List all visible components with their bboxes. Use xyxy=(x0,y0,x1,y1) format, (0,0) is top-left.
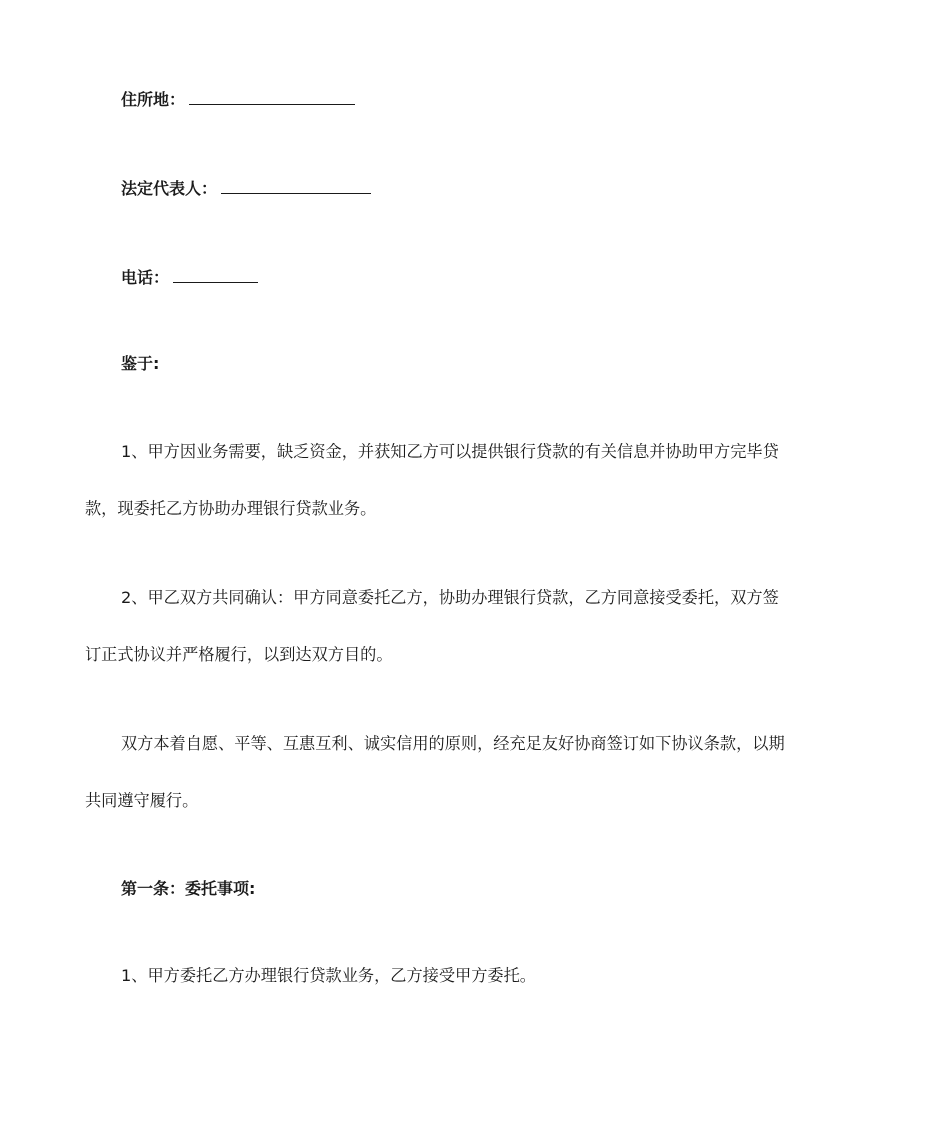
residence-label: 住所地： xyxy=(121,90,186,109)
paragraph-2-line-1: 2、甲乙双方共同确认：甲方同意委托乙方，协助办理银行贷款，乙方同意接受委托，双方签 xyxy=(121,588,779,607)
whereas-heading: 鉴于: xyxy=(121,354,160,373)
paragraph-1-line-1: 1、甲方因业务需要，缺乏资金，并获知乙方可以提供银行贷款的有关信息并协助甲方完毕贷 xyxy=(121,442,779,461)
paragraph-3-line-1: 双方本着自愿、平等、互惠互利、诚实信用的原则，经充足友好协商签订如下协议条款，以期 xyxy=(121,734,785,753)
article-1-item-1-text: 1、甲方委托乙方办理银行贷款业务，乙方接受甲方委托。 xyxy=(121,966,536,985)
residence-blank-line xyxy=(189,86,355,105)
residence-field xyxy=(121,86,355,111)
article-1-heading: 第一条：委托事项: xyxy=(121,879,256,898)
phone-blank-line xyxy=(173,264,258,283)
paragraph-3-line-2: 共同遵守履行。 xyxy=(85,791,199,810)
phone-label: 电话： xyxy=(121,268,170,287)
paragraph-1-line-2: 款，现委托乙方协助办理银行贷款业务。 xyxy=(85,499,377,518)
legal-rep-label: 法定代表人： xyxy=(121,179,218,198)
phone-field xyxy=(121,264,258,289)
legal-rep-blank-line xyxy=(221,175,371,194)
legal-rep-field xyxy=(121,175,371,200)
paragraph-2-line-2: 订正式协议并严格履行，以到达双方目的。 xyxy=(85,645,393,664)
